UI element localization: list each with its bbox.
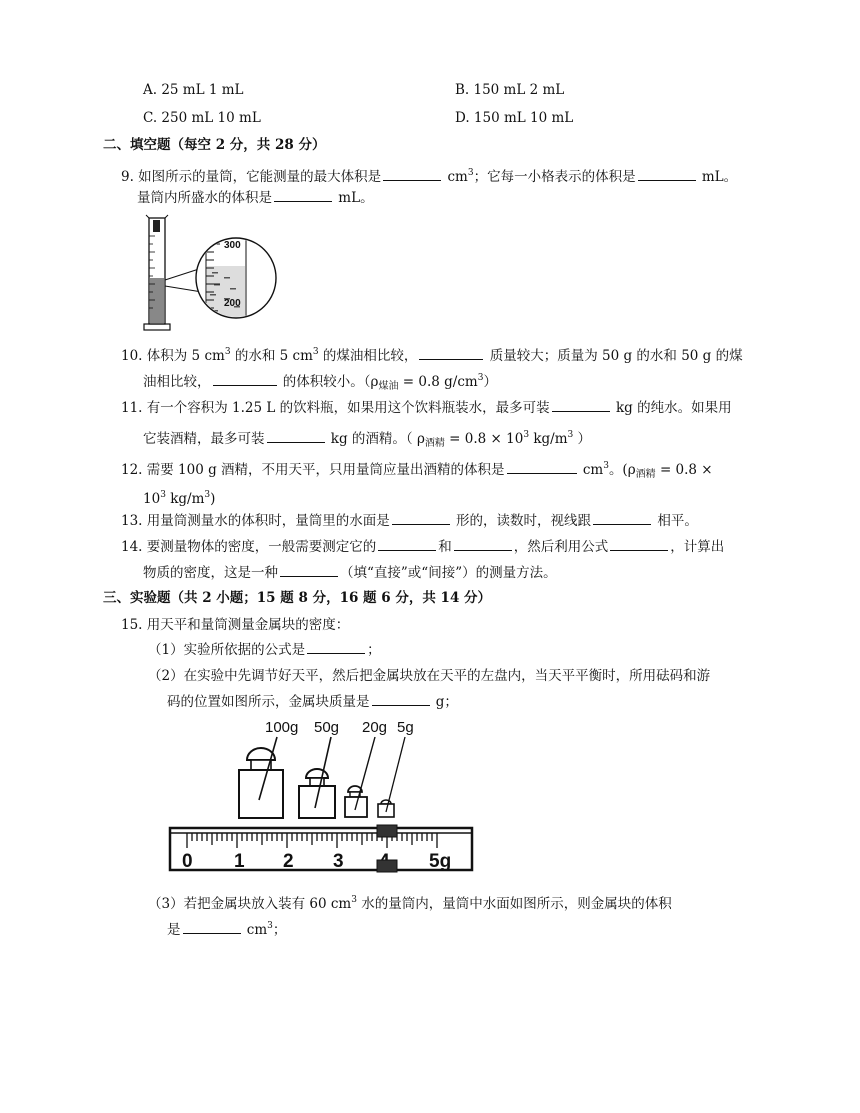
q12-sup-3: 3 bbox=[204, 490, 211, 500]
question-15-part-2-line-1: （2）在实验中先调节好天平，然后把金属块放在天平的左盘内，当天平平衡时，所用砝码和游 bbox=[148, 668, 711, 684]
section-3-title: 三、实验题（共 2 小题；15 题 8 分，16 题 6 分，共 14 分） bbox=[103, 590, 492, 606]
cylinder-water bbox=[150, 278, 164, 323]
scale-label-2: 2 bbox=[283, 851, 294, 872]
q15-3-text-3: 是 bbox=[167, 922, 181, 938]
question-15-part-3-line-2 bbox=[167, 916, 286, 940]
q13-text-2: 形的，读数时，视线跟 bbox=[451, 513, 592, 529]
q14-text-1: 14. 要测量物体的密度，一般需要测定它的 bbox=[121, 539, 377, 555]
q15-1-text: （1）实验所依据的公式是 bbox=[148, 642, 306, 658]
scale-label-5g: 5g bbox=[429, 851, 452, 872]
tick-label-200: 200 bbox=[224, 298, 241, 309]
q11-sup-1: 3 bbox=[523, 430, 530, 440]
q9-unit-1: cm bbox=[447, 169, 468, 185]
question-14-line-1 bbox=[121, 537, 724, 557]
q9-text-3: 量筒内所盛水的体积是 bbox=[137, 190, 272, 206]
weight-label-50g: 50g bbox=[314, 719, 340, 736]
question-14-line-2 bbox=[143, 563, 557, 583]
weight-label-20g: 20g bbox=[362, 719, 388, 736]
q12-unit: cm bbox=[578, 462, 604, 478]
q10-text-6: 的体积较小。（ρ bbox=[278, 374, 379, 390]
weight-label-5g: 5g bbox=[397, 719, 414, 736]
weight-50g bbox=[299, 737, 335, 818]
q11-text-3: 它装酒精，最多可装 bbox=[143, 431, 265, 447]
weights-and-scale-figure bbox=[165, 712, 475, 876]
question-11-line-1 bbox=[121, 398, 732, 418]
q15-2-unit: g； bbox=[431, 694, 458, 710]
q11-sup-2: 3 bbox=[567, 430, 574, 440]
question-15-head: 15. 用天平和量筒测量金属块的密度： bbox=[121, 617, 350, 633]
rider-top bbox=[377, 825, 397, 837]
question-12-line-2 bbox=[143, 485, 215, 509]
q10-sub-kerosene: 煤油 bbox=[378, 381, 399, 392]
q15-1-blank[interactable] bbox=[307, 640, 365, 654]
option-c: C. 250 mL 10 mL bbox=[143, 110, 261, 126]
q9-sup-1: 3 bbox=[467, 168, 474, 178]
q13-blank-2[interactable] bbox=[593, 511, 651, 525]
q11-sub-alcohol: 酒精 bbox=[424, 438, 445, 449]
q10-text-2: 的水和 5 bbox=[230, 348, 293, 364]
q11-text-2: kg 的纯水。如果用 bbox=[611, 400, 732, 416]
question-10-line-2 bbox=[143, 368, 497, 397]
q9-text-1: 9. 如图所示的量筒，它能测量的最大体积是 bbox=[121, 169, 382, 185]
q10-text-1: 10. 体积为 5 bbox=[121, 348, 205, 364]
q14-text-5: 物质的密度，这是一种 bbox=[143, 565, 278, 581]
q10-text-3: 的煤油相比较， bbox=[318, 348, 418, 364]
q10-unit-1: cm bbox=[204, 348, 225, 364]
q15-3-sup-1: 3 bbox=[351, 895, 357, 905]
scale-label-3: 3 bbox=[333, 851, 344, 872]
q12-text-1: 12. 需要 100 g 酒精，不用天平，只用量筒应量出酒精的体积是 bbox=[121, 462, 505, 478]
q15-3-text-2: 水的量筒内，量筒中水面如图所示，则金属块的体积 bbox=[356, 896, 672, 912]
question-15-part-3-line-1 bbox=[148, 890, 672, 914]
q12-text-4: 10 bbox=[143, 491, 161, 507]
q12-sup-1: 3 bbox=[603, 461, 609, 471]
q14-blank-1[interactable] bbox=[378, 537, 436, 551]
question-11-line-2 bbox=[143, 425, 591, 454]
question-12-line-1 bbox=[121, 456, 713, 485]
q11-blank-2[interactable] bbox=[267, 429, 325, 443]
q12-text-5: kg/m bbox=[165, 491, 205, 507]
q9-unit-3: mL。 bbox=[338, 190, 374, 206]
q15-3-sup-2: 3 bbox=[267, 921, 273, 931]
option-b: B. 150 mL 2 mL bbox=[455, 82, 565, 98]
question-9-line-2 bbox=[137, 188, 374, 208]
q9-unit-2: mL。 bbox=[701, 169, 738, 185]
question-10-line-1 bbox=[121, 342, 743, 366]
q10-text-8: ） bbox=[483, 374, 497, 390]
q15-1-end: ； bbox=[367, 642, 381, 658]
question-13 bbox=[121, 511, 698, 531]
tick-label-300: 300 bbox=[224, 240, 241, 251]
q15-2-text: 码的位置如图所示，金属块质量是 bbox=[167, 694, 370, 710]
scale-label-1: 1 bbox=[234, 851, 245, 872]
q10-blank-2[interactable] bbox=[213, 372, 277, 386]
section-2-title: 二、填空题（每空 2 分，共 28 分） bbox=[103, 137, 326, 153]
question-15-part-1 bbox=[148, 640, 381, 660]
q10-text-5: 油相比较， bbox=[143, 374, 211, 390]
q11-blank-1[interactable] bbox=[552, 398, 610, 412]
rider-bottom bbox=[377, 860, 397, 872]
option-d: D. 150 mL 10 mL bbox=[455, 110, 574, 126]
q15-3-end: ； bbox=[272, 922, 287, 938]
question-9-line-1 bbox=[121, 163, 737, 187]
q13-blank-1[interactable] bbox=[392, 511, 450, 525]
q15-3-text-1: （3）若把金属块放入装有 60 cm bbox=[148, 896, 352, 912]
q14-blank-3[interactable] bbox=[610, 537, 668, 551]
q14-text-3: ，然后利用公式 bbox=[513, 539, 609, 555]
q9-blank-3[interactable] bbox=[274, 188, 332, 202]
weight-20g bbox=[345, 737, 375, 817]
q14-text-6: （填“直接”或“间接”）的测量方法。 bbox=[340, 565, 557, 581]
q9-text-2: ；它每一小格表示的体积是 bbox=[473, 169, 636, 185]
rider-scale bbox=[170, 825, 472, 872]
q12-sup-2: 3 bbox=[160, 490, 166, 500]
q10-text-4: 质量较大；质量为 50 g 的水和 50 g 的煤 bbox=[485, 348, 743, 364]
q14-blank-2[interactable] bbox=[454, 537, 512, 551]
weight-label-100g: 100g bbox=[265, 719, 299, 736]
q10-unit-2: cm bbox=[292, 348, 313, 364]
q11-text-7: ） bbox=[573, 431, 592, 447]
q13-text-3: 相平。 bbox=[653, 513, 698, 529]
q10-sup-1: 3 bbox=[224, 347, 231, 357]
q10-sup-3: 3 bbox=[477, 373, 484, 383]
q13-text-1: 13. 用量筒测量水的体积时，量筒里的水面是 bbox=[121, 513, 390, 529]
q10-blank-1[interactable] bbox=[419, 346, 483, 360]
q15-3-unit: cm bbox=[242, 922, 268, 938]
q15-2-blank[interactable] bbox=[372, 692, 430, 706]
q11-text-1: 11. 有一个容积为 1.25 L 的饮料瓶，如果用这个饮料瓶装水，最多可装 bbox=[121, 400, 550, 416]
q11-text-4: kg 的酒精。（ ρ bbox=[326, 431, 425, 447]
option-a: A. 25 mL 1 mL bbox=[143, 82, 244, 98]
q14-blank-4[interactable] bbox=[280, 563, 338, 577]
q12-text-2: 。(ρ bbox=[608, 462, 636, 478]
measuring-cylinder-figure bbox=[140, 214, 280, 334]
q12-text-6: ) bbox=[210, 491, 216, 507]
weight-5g bbox=[378, 737, 405, 817]
q9-blank-2[interactable] bbox=[638, 167, 696, 181]
weight-100g bbox=[239, 737, 283, 818]
scale-label-0: 0 bbox=[182, 851, 193, 872]
q9-blank-1[interactable] bbox=[383, 167, 441, 181]
q14-text-2: 和 bbox=[438, 539, 452, 555]
question-15-part-2-line-2 bbox=[167, 692, 458, 712]
q12-sub-alcohol: 酒精 bbox=[635, 469, 656, 480]
q14-text-4: ，计算出 bbox=[670, 539, 725, 555]
q10-sup-2: 3 bbox=[312, 347, 319, 357]
q12-blank-1[interactable] bbox=[507, 460, 577, 474]
q10-text-7: = 0.8 g/cm bbox=[398, 374, 478, 390]
q11-text-5: = 0.8 × 10 bbox=[444, 431, 524, 447]
q11-text-6: kg/m bbox=[529, 431, 568, 447]
q15-3-blank[interactable] bbox=[183, 920, 241, 934]
q12-text-3: = 0.8 × bbox=[655, 462, 713, 478]
